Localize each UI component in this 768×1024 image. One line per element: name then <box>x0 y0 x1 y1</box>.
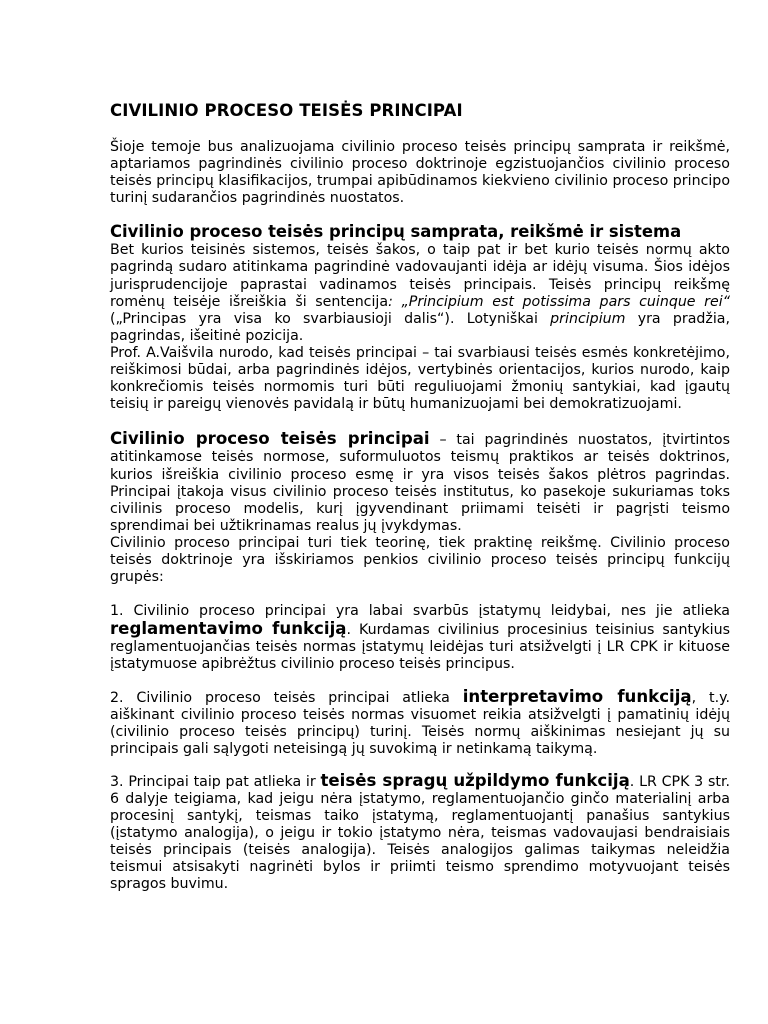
function-description: . Kurdamas civilinius procesinius teisinius santykius reglamentuojančias teisės normas įstatymų leidėjas turi atsižvelgti į LR CPK ir kituose įstatymuose apibrėžtus civilinio proceso teisės principus. <box>110 622 730 673</box>
function-item <box>110 772 730 894</box>
function-item <box>110 603 730 673</box>
document-page <box>110 100 730 894</box>
function-description: . LR CPK 3 str. 6 dalyje teigiama, kad jeigu nėra įstatymo, reglamentuojančio ginčo materialinį arba procesinį santykį, teismas taiko įstatymą, reglamentuojantį panašius santykius (įstatymo analogija), o jeigu ir tokio įstatymo nėra, teismas vadovaujasi bendraisiais teisės principais (teisės analogija). Teisės analogijos galimas taikymas neleidžia teismui atsisakyti nagrinėti bylos ir priimti teismo sprendimo motyvuojant teisės spragos buvimu. <box>110 773 730 893</box>
maxim-translation: („Principas yra visa ko svarbiausioji dalis“). Lotyniškai <box>110 310 551 327</box>
function-description: , t.y. aiškinant civilinio proceso teisės normas visuomet reikia atsižvelgti į pamatinių idėjų (civilinio proceso teisės principų) turinį. Teisės normų aiškinimas nesiejant jų su principais gali sąlygoti neteisingą jų suvokimą ir netinkamą taikymą. <box>110 689 730 757</box>
function-name: interpretavimo funkciją <box>462 686 692 706</box>
vaisvila-paragraph: Prof. A.Vaišvila nurodo, kad teisės principai – tai svarbiausi teisės esmės konkretėjimo, reiškimosi būdai, arba pagrindinės idėjos, vertybinės orientacijos, kurios nurodo, kaip konkrečiomis teisės normomis turi būti reguliuojami žmonių santykiai, kad įgautų teisių ir pareigų vienovės pavidalą ir būtų humanizuojami bei demokratizuojami. <box>110 344 730 413</box>
principles-text: Bet kurios teisinės sistemos, teisės šakos, o taip pat ir bet kurio teisės normų akto pagrindą sudaro atitinkama pagrindinė vadovaujanti idėja ar idėjų visuma. Šios idėjos jurisprudencijoje paprastai vadinamos teisės principais. Teisės principų reikšmę romėnų teisėje išreiškia ši sentencija <box>110 242 730 310</box>
section-heading-concept: Civilinio proceso teisės principų samprata, reikšmė ir sistema <box>110 222 682 242</box>
function-intro: 2. Civilinio proceso teisės principai atlieka <box>110 689 463 706</box>
intro-paragraph: Šioje temoje bus analizuojama civilinio proceso teisės principų samprata ir reikšmė, aptariamos pagrindinės civilinio proceso doktrinoje egzistuojančios civilinio proceso teisės principų klasifikacijos, trumpai apibūdinamos kiekvieno civilinio proceso principo turinį sudarančios pagrindinės nuostatos. <box>110 139 730 207</box>
function-item <box>110 688 730 758</box>
function-intro: 3. Principai taip pat atlieka ir <box>110 773 321 790</box>
function-name: teisės spragų užpildymo funkciją <box>320 770 630 790</box>
document-title: CIVILINIO PROCESO TEISĖS PRINCIPAI <box>110 101 463 120</box>
function-name: reglamentavimo funkciją <box>110 619 347 639</box>
latin-maxim: „Principium est potissima pars cuinque rei“ <box>392 293 731 310</box>
definition-text: – tai pagrindinės nuostatos, įtvirtintos atitinkamose teisės normose, suformuluotos teismų praktikos ar teisės doktrinos, kurios išreiškia civilinio proceso esmę ir yra visos teisės šakos plėtros pagrindas. Principai įtakoja visus civilinio proceso teisės institutus, ko pasekoje sukuriamas toks civilinis proceso modelis, kurį įgyvendinant priimami teisėti ir pagrįsti teismo sprendimai bei užtikrinamas realus jų įvykdymas. <box>110 432 731 534</box>
sentence-colon: : <box>388 293 393 310</box>
definition-paragraph <box>110 430 730 535</box>
latin-term-meaning: yra pradžia, pagrindas, išeitinė pozicija. <box>110 310 730 344</box>
latin-term: principium <box>550 310 626 327</box>
function-intro: 1. Civilinio proceso principai yra labai svarbūs įstatymų leidybai, nes jie atlieka <box>110 603 730 620</box>
principles-paragraph <box>110 242 730 345</box>
significance-paragraph: Civilinio proceso principai turi tiek teorinę, tiek praktinę reikšmę. Civilinio proceso teisės doktrinoje yra išskiriamos penkios civilinio proceso teisės principų funkcijų grupės: <box>110 534 730 586</box>
definition-lead: Civilinio proceso teisės principai <box>110 429 430 449</box>
